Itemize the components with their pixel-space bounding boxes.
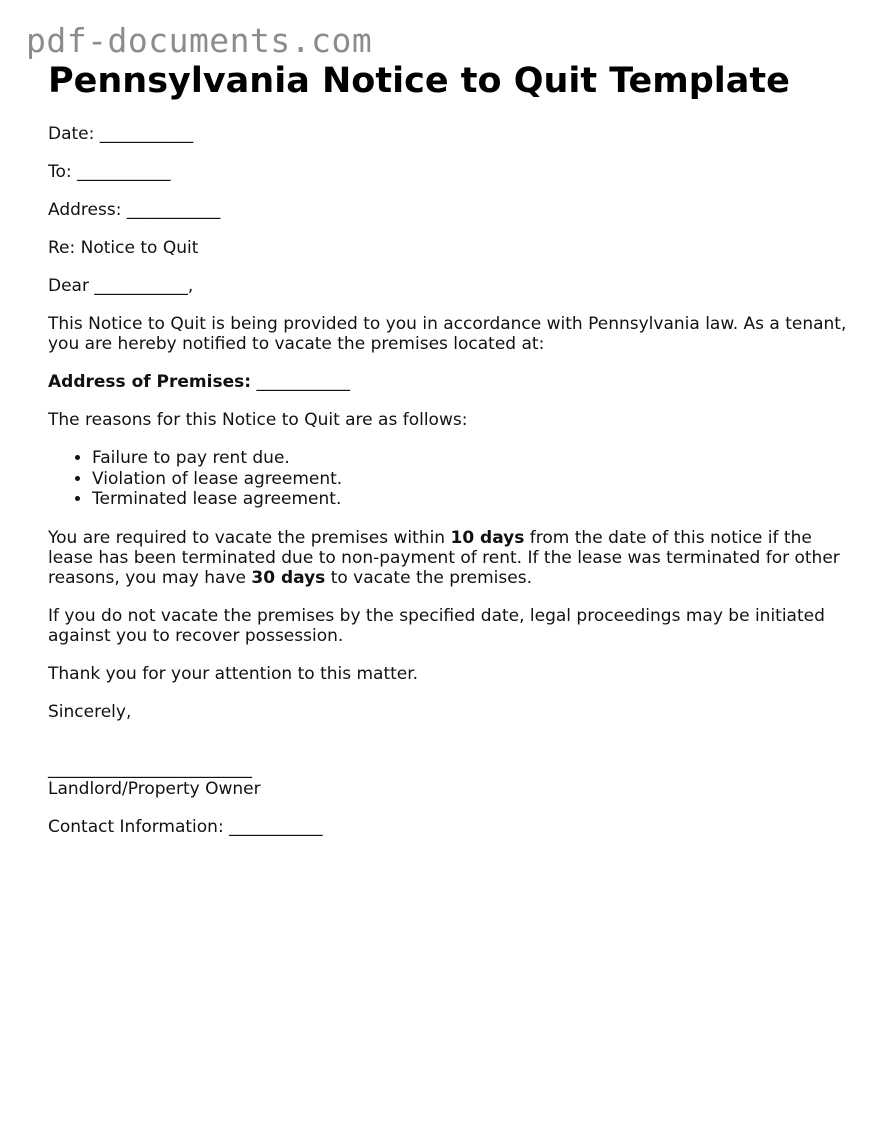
address-line bbox=[48, 200, 848, 220]
legal-paragraph: If you do not vacate the premises by the specified date, legal proceedings may be initiated against you to recover possession. bbox=[48, 605, 825, 646]
document-title: Pennsylvania Notice to Quit Template bbox=[48, 61, 790, 101]
vacate-text-1: You are required to vacate the premises within bbox=[48, 527, 446, 548]
vacate-paragraph bbox=[48, 528, 848, 588]
signature-spacer bbox=[48, 740, 848, 759]
premises-blank: ___________ bbox=[256, 372, 350, 392]
to-line bbox=[48, 162, 848, 182]
vacate-text-3: to vacate the premises. bbox=[330, 567, 532, 588]
vacate-days-30: 30 days bbox=[251, 567, 326, 588]
contact-label: Contact Information: bbox=[48, 816, 224, 837]
vacate-days-10: 10 days bbox=[450, 527, 525, 548]
reason-item: • Terminated lease agreement. bbox=[92, 489, 848, 510]
signature-line: ________________________ bbox=[48, 758, 252, 779]
date-blank: ___________ bbox=[99, 124, 194, 144]
intro-paragraph: This Notice to Quit is being provided to you in accordance with Pennsylvania law. As a tenant, you are hereby notified to vacate the premises located at: bbox=[48, 314, 847, 354]
reasons-intro: The reasons for this Notice to Quit are as follows: bbox=[48, 410, 468, 430]
dear-blank: ___________, bbox=[94, 276, 194, 296]
document bbox=[48, 60, 848, 855]
address-blank: ___________ bbox=[126, 200, 221, 220]
contact-line bbox=[48, 817, 848, 837]
contact-blank: ___________ bbox=[229, 816, 323, 837]
date-label: Date: bbox=[48, 124, 95, 144]
closing: Sincerely, bbox=[48, 701, 132, 722]
reasons-list bbox=[48, 448, 848, 510]
vacate-text-2: from the date of this notice if the lease has been terminated due to non-payment of rent. If the lease was terminated for other reasons, you may have bbox=[48, 527, 840, 588]
date-line bbox=[48, 124, 848, 144]
to-label: To: bbox=[48, 162, 72, 182]
premises-label: Address of Premises: bbox=[48, 372, 252, 392]
address-label: Address: bbox=[48, 200, 122, 220]
thanks-paragraph: Thank you for your attention to this matter. bbox=[48, 663, 419, 684]
to-blank: ___________ bbox=[77, 162, 171, 182]
premises-line bbox=[48, 372, 848, 392]
signer-role: Landlord/Property Owner bbox=[48, 778, 261, 799]
re-line: Re: Notice to Quit bbox=[48, 238, 199, 258]
salutation bbox=[48, 276, 848, 296]
watermark: pdf-documents.com bbox=[26, 21, 373, 60]
reason-item: • Violation of lease agreement. bbox=[92, 469, 848, 490]
dear-label: Dear bbox=[48, 276, 89, 296]
reason-item: • Failure to pay rent due. bbox=[92, 448, 848, 469]
